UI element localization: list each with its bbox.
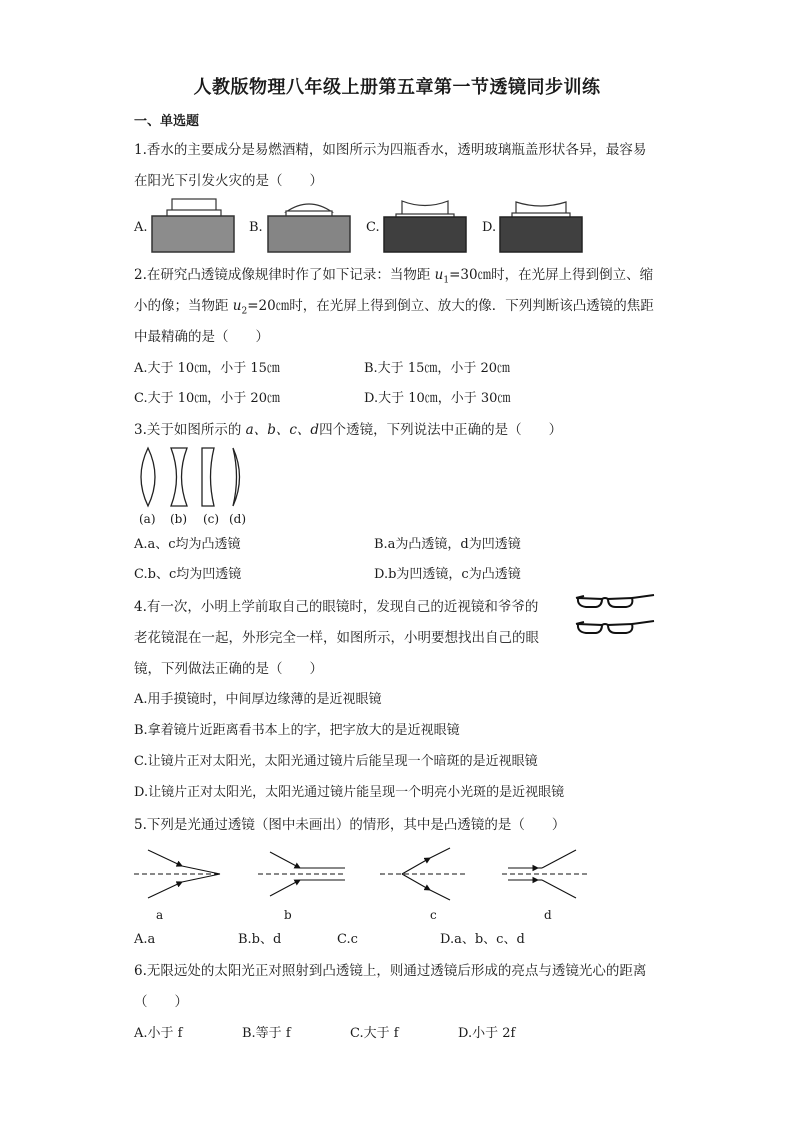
q6-stem-line2: （ ） — [134, 994, 188, 1010]
q6-option-c[interactable]: C.大于 f — [350, 1026, 399, 1041]
ray-diagram-d — [502, 850, 590, 898]
ray-diagram-c — [380, 848, 465, 900]
lens-b-biconcave-icon — [171, 448, 187, 506]
q3-option-d[interactable]: D.b为凹透镜，c为凸透镜 — [374, 567, 521, 582]
q2-text-1a: 2.在研究凸透镜成像规律时作了如下记录：当物距 — [134, 267, 435, 283]
glasses-bottom-icon — [576, 621, 654, 633]
q3-vars: a、b、c、d — [245, 422, 320, 438]
q1-stem-line2: 在阳光下引发火灾的是（ ） — [134, 173, 323, 189]
section-heading: 一、单选题 — [134, 114, 200, 129]
lens-a-biconvex-icon — [141, 448, 155, 506]
q2-stem-line2 — [134, 297, 654, 321]
q2-text-2b: =20㎝时，在光屏上得到倒立、放大的像．下列判断该凸透镜的焦距 — [247, 298, 654, 314]
q1-label-c: C. — [366, 220, 380, 235]
ray-diagram-a — [134, 850, 220, 898]
ray-diagram-b — [258, 852, 345, 896]
q4-option-d[interactable]: D.让镜片正对太阳光，太阳光通过镜片能呈现一个明亮小光斑的是近视眼镜 — [134, 785, 565, 800]
q6-option-b[interactable]: B.等于 f — [242, 1026, 291, 1041]
perfume-bottle-a-image — [150, 198, 236, 254]
q3-option-b[interactable]: B.a为凸透镜，d为凹透镜 — [374, 537, 521, 552]
q3-stem — [134, 421, 562, 439]
q5-stem: 5.下列是光通过透镜（图中未画出）的情形，其中是凸透镜的是（ ） — [134, 817, 566, 833]
q5-option-d[interactable]: D.a、b、c、d — [440, 932, 525, 947]
q3-fig-label-c: (c) — [203, 512, 220, 526]
q4-stem-line1: 4.有一次，小明上学前取自己的眼镜时，发现自己的近视镜和爷爷的 — [134, 599, 539, 615]
q1-stem-line1: 1.香水的主要成分是易燃酒精，如图所示为四瓶香水，透明玻璃瓶盖形状各异，最容易 — [134, 142, 647, 158]
q2-var-u1: u — [434, 267, 444, 283]
q4-option-a[interactable]: A.用手摸镜时，中间厚边缘薄的是近视眼镜 — [134, 692, 382, 707]
q1-label-a: A. — [134, 220, 148, 235]
lens-c-planoconcave-icon — [202, 448, 214, 506]
q2-option-d[interactable]: D.大于 10㎝，小于 30㎝ — [364, 391, 511, 406]
q4-option-b[interactable]: B.拿着镜片近距离看书本上的字，把字放大的是近视眼镜 — [134, 723, 460, 738]
q5-fig-label-d: d — [544, 908, 552, 922]
q4-option-c[interactable]: C.让镜片正对太阳光，太阳光通过镜片后能呈现一个暗斑的是近视眼镜 — [134, 754, 538, 769]
q5-option-a[interactable]: A.a — [134, 932, 156, 947]
q3-text-b: 四个透镜，下列说法中正确的是（ ） — [319, 422, 563, 438]
eyeglasses-image — [574, 592, 656, 640]
q3-fig-label-a: (a) — [139, 512, 156, 526]
q4-stem-line2: 老花镜混在一起，外形完全一样，如图所示，小明要想找出自己的眼 — [134, 630, 539, 646]
q2-var-u1-sub: 1 — [443, 275, 450, 286]
q5-option-c[interactable]: C.c — [337, 932, 358, 947]
q2-option-a[interactable]: A.大于 10㎝，小于 15㎝ — [134, 361, 280, 376]
q2-var-u2-sub: 2 — [241, 306, 248, 317]
q3-lens-figure — [136, 446, 256, 508]
q1-label-d: D. — [482, 220, 497, 235]
q5-fig-label-a: a — [156, 908, 164, 922]
q6-option-a[interactable]: A.小于 f — [134, 1026, 183, 1041]
q5-ray-diagrams — [130, 846, 600, 904]
q3-option-c[interactable]: C.b、c均为凹透镜 — [134, 567, 242, 582]
page-title: 人教版物理八年级上册第五章第一节透镜同步训练 — [193, 77, 601, 98]
q3-fig-label-b: (b) — [170, 512, 188, 526]
perfume-bottle-d-image — [498, 198, 584, 254]
q5-option-b[interactable]: B.b、d — [238, 932, 282, 947]
q2-text-1b: =30㎝时，在光屏上得到倒立、缩 — [449, 267, 654, 283]
glasses-top-icon — [576, 595, 654, 607]
q2-stem-line1 — [134, 266, 653, 290]
perfume-bottle-b-image — [266, 198, 352, 254]
perfume-bottle-c-image — [382, 198, 468, 254]
q2-option-c[interactable]: C.大于 10㎝，小于 20㎝ — [134, 391, 280, 406]
q3-fig-label-d: (d) — [229, 512, 247, 526]
q2-option-b[interactable]: B.大于 15㎝，小于 20㎝ — [364, 361, 511, 376]
q6-stem-line1: 6.无限远处的太阳光正对照射到凸透镜上，则通过透镜后形成的亮点与透镜光心的距离 — [134, 963, 647, 979]
q2-stem-line3: 中最精确的是（ ） — [134, 329, 269, 345]
q3-text-a: 3.关于如图所示的 — [134, 422, 246, 438]
q5-fig-label-b: b — [284, 908, 292, 922]
q4-stem-line3: 镜，下列做法正确的是（ ） — [134, 661, 323, 677]
q1-label-b: B. — [249, 220, 263, 235]
q2-text-2a: 小的像；当物距 — [134, 298, 233, 314]
q5-fig-label-c: c — [430, 908, 437, 922]
q3-option-a[interactable]: A.a、c均为凸透镜 — [134, 537, 241, 552]
q2-var-u2: u — [232, 298, 242, 314]
lens-d-meniscus-icon — [233, 448, 240, 506]
q6-option-d[interactable]: D.小于 2f — [458, 1026, 516, 1041]
